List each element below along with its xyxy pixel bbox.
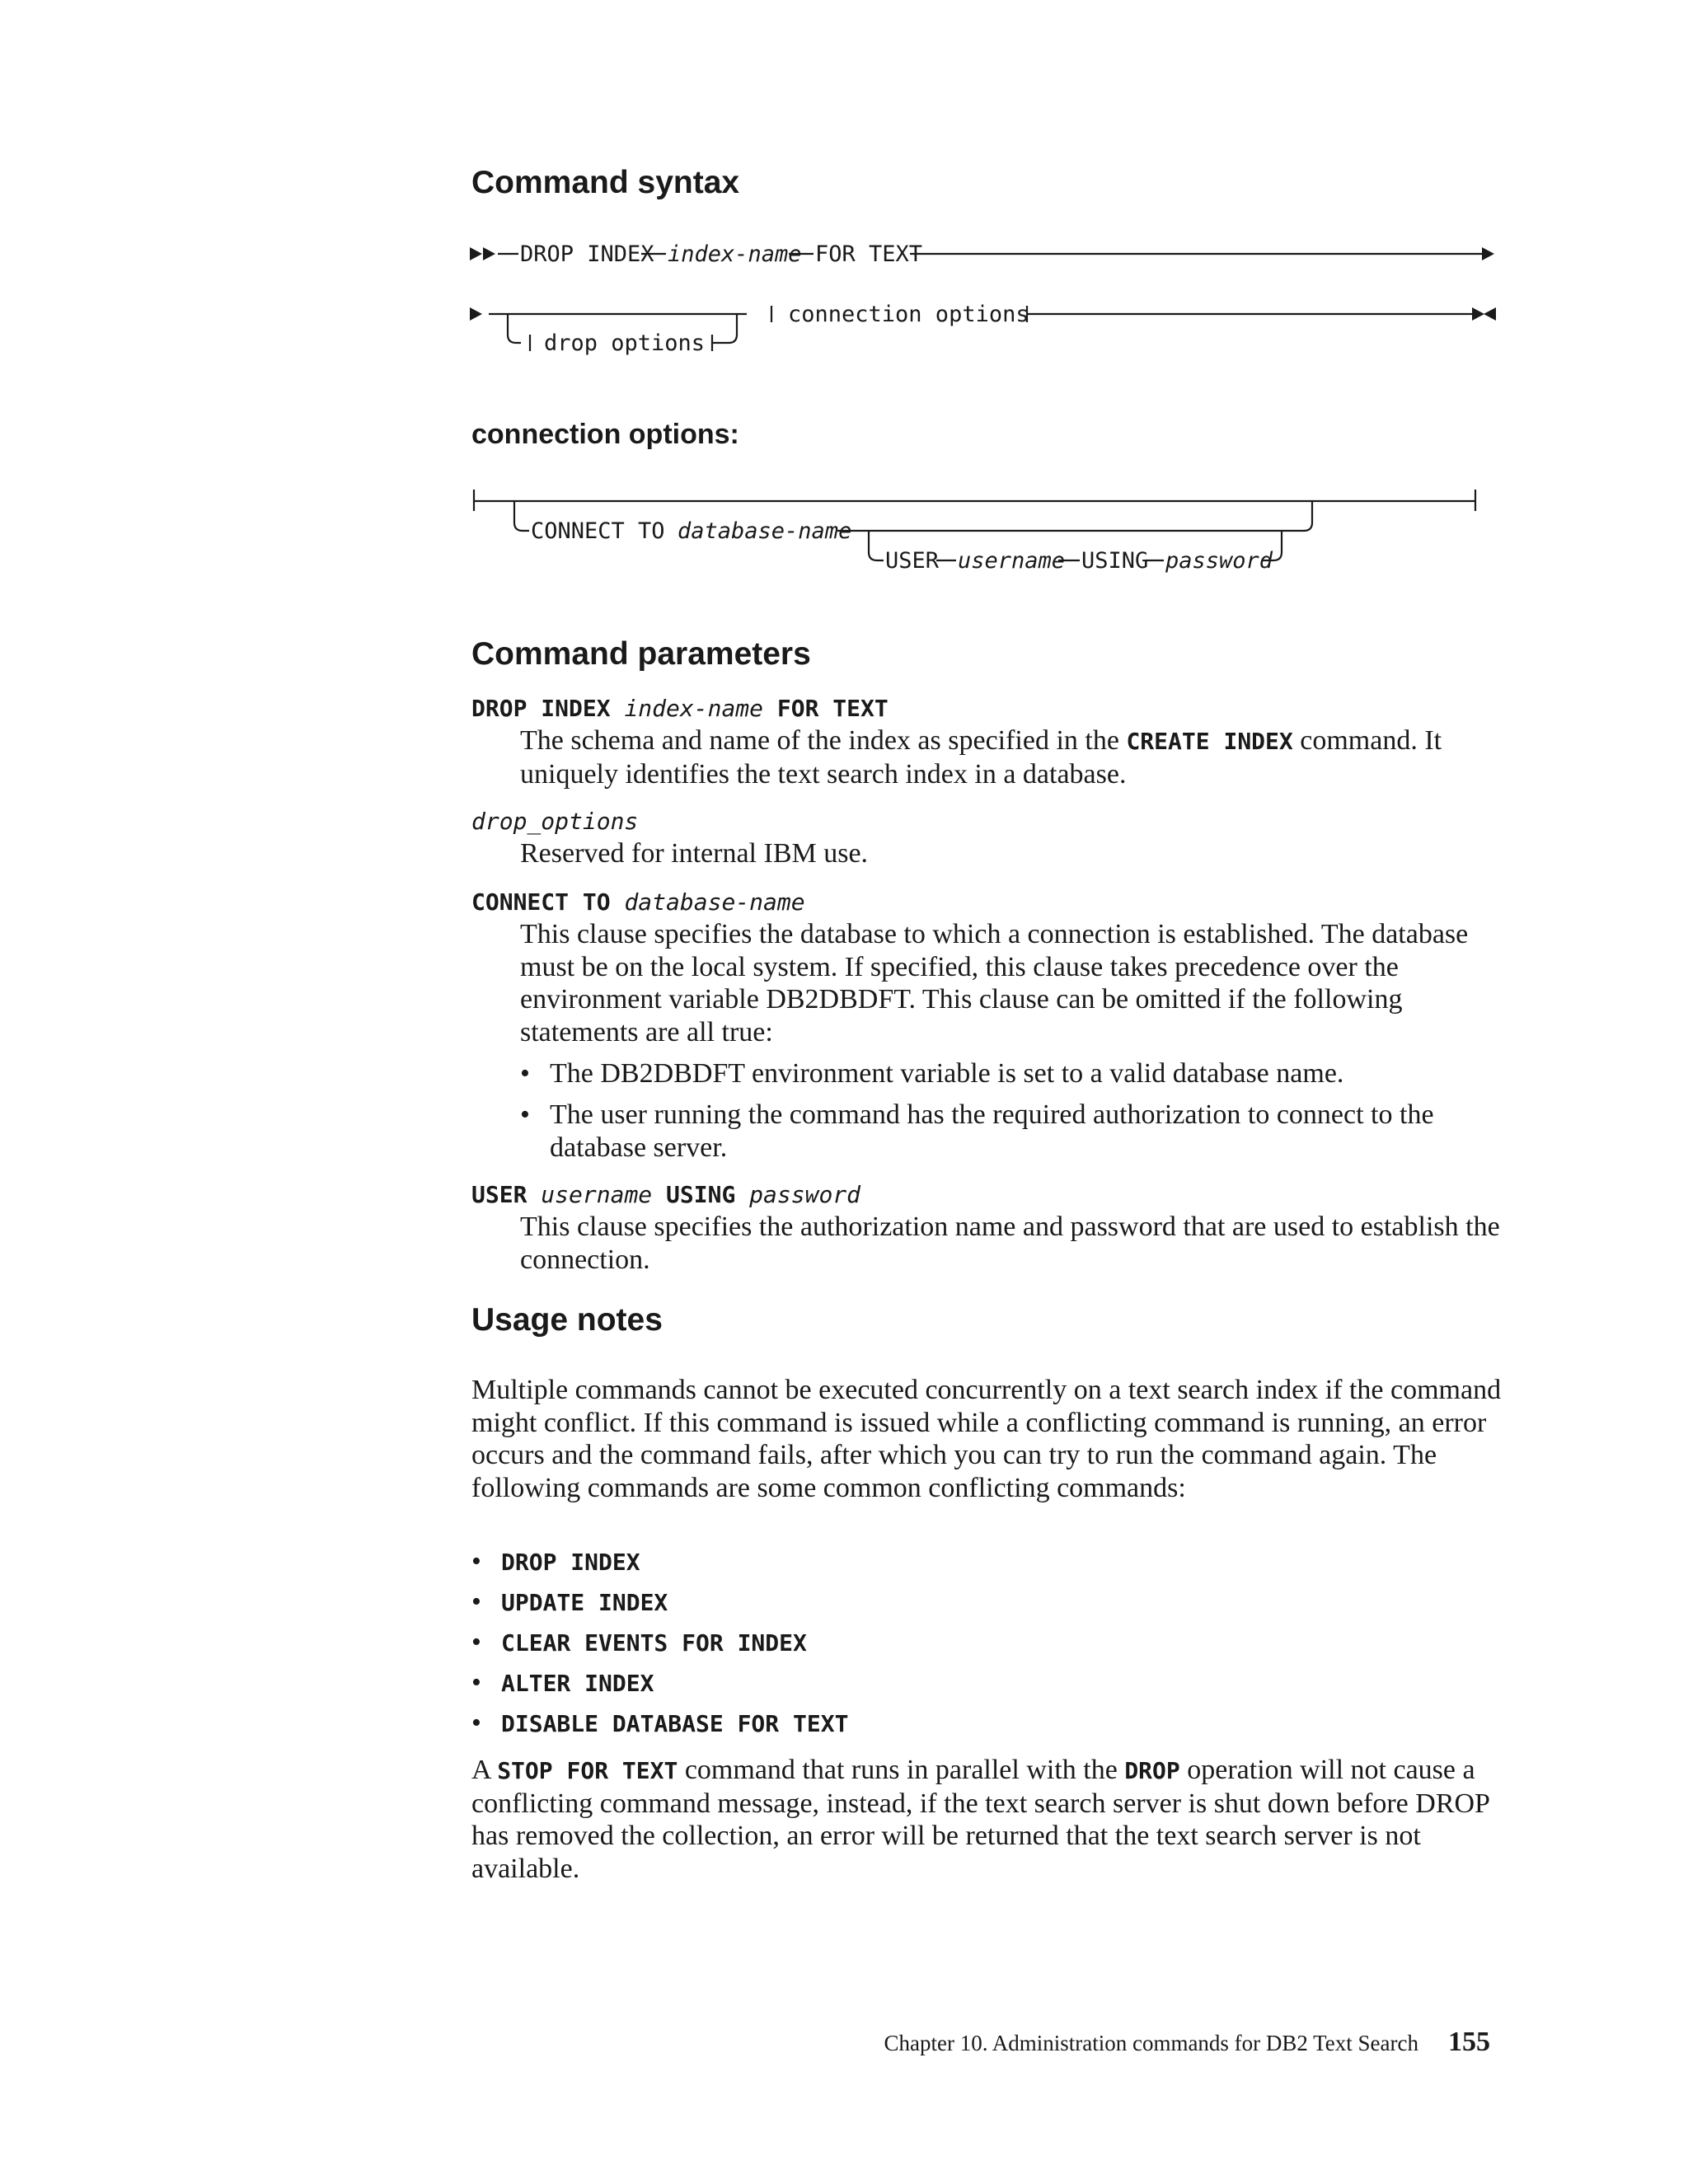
parameters-heading: Command parameters <box>471 636 811 672</box>
diagram-password: password <box>1165 548 1273 574</box>
diagram-index-name: index-name <box>668 241 802 267</box>
diagram-connect-to: CONNECT TO <box>531 518 665 544</box>
param-desc-connect-to: This clause specifies the database to which a connection is established. The database must be on the local system. If specified, this clause takes precedence over the environment variable DB2DBDFT. This clause can be omitted if the following statements are all true: <box>520 919 1469 1047</box>
param-term-connect-to: CONNECT TO database-name <box>471 888 805 916</box>
usage-final: A STOP FOR TEXT command that runs in parallel with the DROP operation will not cause a conflicting command message, instead, if the text search server is shut down before DROP has removed the collection, an error will be returned that the text search server is not available. <box>471 1755 1489 1884</box>
diagram-drop-index: DROP INDEX <box>520 241 654 267</box>
param-desc-drop-index: The schema and name of the index as specified in the CREATE INDEX command. It uniquely identifies the text search index in a database. <box>520 725 1442 790</box>
page-number: 155 <box>1448 2027 1490 2057</box>
param-term-drop-options: drop_options <box>471 808 639 835</box>
diagram-for-text: FOR TEXT <box>815 241 923 267</box>
param-desc-drop-options: Reserved for internal IBM use. <box>520 838 869 869</box>
footer-chapter: Chapter 10. Administration commands for DB2 Text Search <box>884 2031 1418 2055</box>
param-term-user-using: USER username USING password <box>471 1181 861 1208</box>
usage-heading: Usage notes <box>471 1302 663 1338</box>
diagram-using: USING <box>1081 548 1149 574</box>
diagram-user: USER <box>885 548 940 574</box>
diagram-connection-options: connection options <box>788 302 1029 327</box>
diagram-drop-options: drop options <box>544 330 706 356</box>
connection-options-heading: connection options: <box>471 419 739 450</box>
param-term-drop-index: DROP INDEX index-name FOR TEXT <box>471 695 889 722</box>
list-item: • The user running the command has the required authorization to connect to the database server. <box>520 1099 1434 1163</box>
param-desc-user-using: This clause specifies the authorization name and password that are used to establish the connection. <box>520 1212 1500 1275</box>
list-item: • The DB2DBDFT environment variable is set to a valid database name. <box>520 1058 1344 1089</box>
usage-intro: Multiple commands cannot be executed concurrently on a text search index if the command might conflict. If this command is issued while a conflicting command is running, an error occurs and the command fails, after which you can try to run the command again. The following commands are some common conflicting commands: <box>471 1375 1502 1503</box>
page-footer <box>884 2026 1490 2060</box>
syntax-heading: Command syntax <box>471 165 740 200</box>
diagram-database-name: database-name <box>678 518 852 544</box>
syntax-diagram <box>0 0 1688 593</box>
diagram-username: username <box>958 548 1066 574</box>
